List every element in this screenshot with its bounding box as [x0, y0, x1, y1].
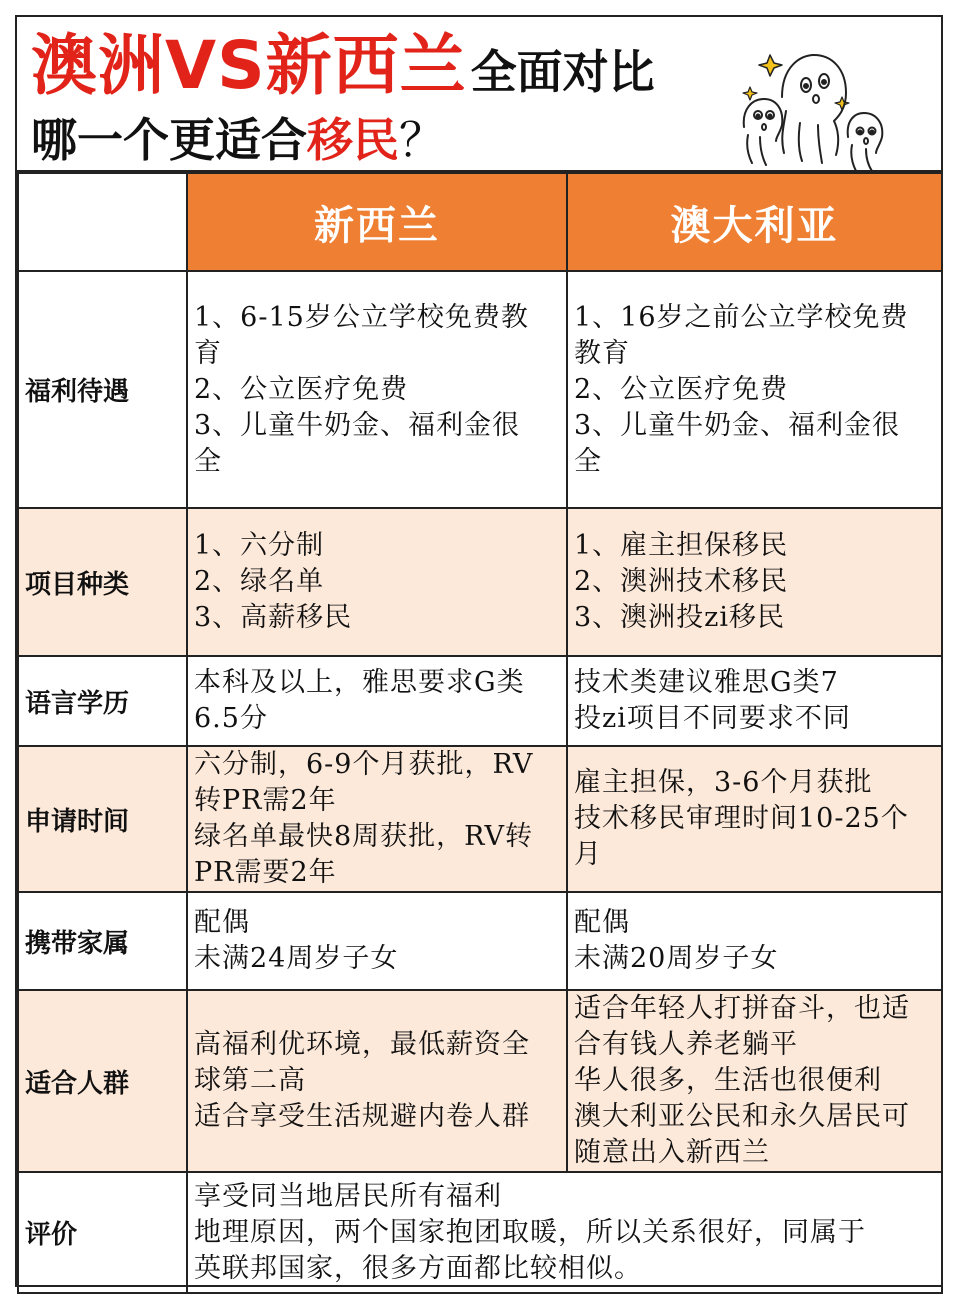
cell-line: 随意出入新西兰	[574, 1137, 770, 1168]
cell-line: 合有钱人养老躺平	[574, 1029, 798, 1060]
cell-line: 享受同当地居民所有福利	[194, 1180, 502, 1212]
page-header	[17, 17, 941, 172]
cell-line: 3、澳洲投zi移民	[574, 602, 786, 633]
nz-programs-cell	[187, 508, 567, 656]
cell-line: 球第二高	[194, 1065, 306, 1096]
cell-line: 6.5分	[194, 703, 268, 734]
row-label: 申请时间	[18, 746, 187, 892]
cell-line: 技术移民审理时间10-25个	[574, 803, 909, 834]
cell-line: 1、六分制	[194, 530, 325, 561]
comparison-table	[17, 172, 943, 1294]
table-row-welfare	[18, 271, 942, 508]
cell-line: 华人很多，生活也很便利	[574, 1065, 882, 1096]
au-family-cell	[567, 892, 942, 990]
ghost-small-right-icon	[848, 113, 883, 171]
subtitle-highlight: 移民	[307, 113, 399, 167]
cell-line: 未满24周岁子女	[194, 943, 399, 974]
evaluation-merged-cell	[187, 1172, 942, 1293]
cell-line: 教育	[574, 337, 630, 369]
cell-line: 转PR需2年	[194, 785, 337, 816]
cell-line: 育	[194, 337, 222, 369]
column-header-au: 澳大利亚	[567, 173, 942, 271]
cell-line: 1、6-15岁公立学校免费教	[194, 301, 529, 333]
cell-line: 2、公立医疗免费	[574, 373, 789, 405]
cell-line: 地理原因，两个国家抱团取暖，所以关系很好，同属于	[194, 1216, 866, 1248]
sparkle-icon	[835, 97, 849, 110]
table-corner-cell	[18, 173, 187, 271]
table-row-programs	[18, 508, 942, 656]
cell-line: 全	[574, 445, 602, 477]
row-label: 携带家属	[18, 892, 187, 990]
sparkle-icon	[743, 87, 757, 100]
cell-line: 1、雇主担保移民	[574, 530, 789, 561]
au-welfare-cell	[567, 271, 942, 508]
table-row-language	[18, 656, 942, 746]
cell-line: 绿名单最快8周获批，RV转	[194, 821, 534, 852]
cell-line: 技术类建议雅思G类7	[574, 667, 839, 698]
subtitle-question-mark: ？	[399, 113, 445, 167]
au-language-cell	[567, 656, 942, 746]
cell-line: 2、公立医疗免费	[194, 373, 409, 405]
cell-line: 月	[574, 839, 602, 870]
cell-line: 全	[194, 445, 222, 477]
cell-line: 3、高薪移民	[194, 602, 353, 633]
table-header-row	[18, 173, 942, 271]
cell-line: PR需要2年	[194, 857, 337, 888]
cell-line: 3、儿童牛奶金、福利金很	[194, 409, 521, 441]
cell-line: 未满20周岁子女	[574, 943, 779, 974]
nz-language-cell	[187, 656, 567, 746]
ghost-mascots-illustration	[730, 37, 900, 177]
title-main: 澳洲VS新西兰	[31, 27, 467, 104]
nz-family-cell	[187, 892, 567, 990]
cell-line: 英联邦国家，很多方面都比较相似。	[194, 1252, 642, 1284]
cell-line: 3、儿童牛奶金、福利金很	[574, 409, 901, 441]
page-title	[31, 27, 655, 104]
cell-line: 本科及以上，雅思要求G类	[194, 667, 525, 698]
cell-line: 六分制，6-9个月获批，RV	[194, 749, 534, 780]
row-label: 语言学历	[18, 656, 187, 746]
cell-line: 投zi项目不同要求不同	[574, 703, 851, 734]
nz-audience-cell	[187, 990, 567, 1172]
cell-line: 适合享受生活规避内卷人群	[194, 1101, 530, 1132]
au-timeline-cell	[567, 746, 942, 892]
ghost-large-icon	[782, 55, 846, 163]
table-row-audience	[18, 990, 942, 1172]
page-subtitle	[31, 113, 445, 167]
nz-timeline-cell	[187, 746, 567, 892]
au-audience-cell	[567, 990, 942, 1172]
cell-line: 适合年轻人打拼奋斗，也适	[574, 993, 910, 1024]
row-label: 福利待遇	[18, 271, 187, 508]
row-label: 项目种类	[18, 508, 187, 656]
table-row-family	[18, 892, 942, 990]
column-header-nz: 新西兰	[187, 173, 567, 271]
cell-line: 2、澳洲技术移民	[574, 566, 789, 597]
cell-line: 配偶	[574, 907, 630, 938]
cell-line: 澳大利亚公民和永久居民可	[574, 1101, 910, 1132]
cell-line: 雇主担保，3-6个月获批	[574, 767, 873, 798]
nz-welfare-cell	[187, 271, 567, 508]
cell-line: 配偶	[194, 907, 250, 938]
subtitle-prefix: 哪一个更适合	[31, 113, 307, 167]
row-label: 评价	[18, 1172, 187, 1293]
au-programs-cell	[567, 508, 942, 656]
table-row-evaluation	[18, 1172, 942, 1293]
cell-line: 1、16岁之前公立学校免费	[574, 301, 909, 333]
table-row-timeline	[18, 746, 942, 892]
sparkle-icon	[759, 55, 782, 76]
row-label: 适合人群	[18, 990, 187, 1172]
title-suffix: 全面对比	[470, 45, 655, 99]
cell-line: 2、绿名单	[194, 566, 325, 597]
ghost-small-left-icon	[744, 99, 783, 165]
cell-line: 高福利优环境，最低薪资全	[194, 1029, 530, 1060]
